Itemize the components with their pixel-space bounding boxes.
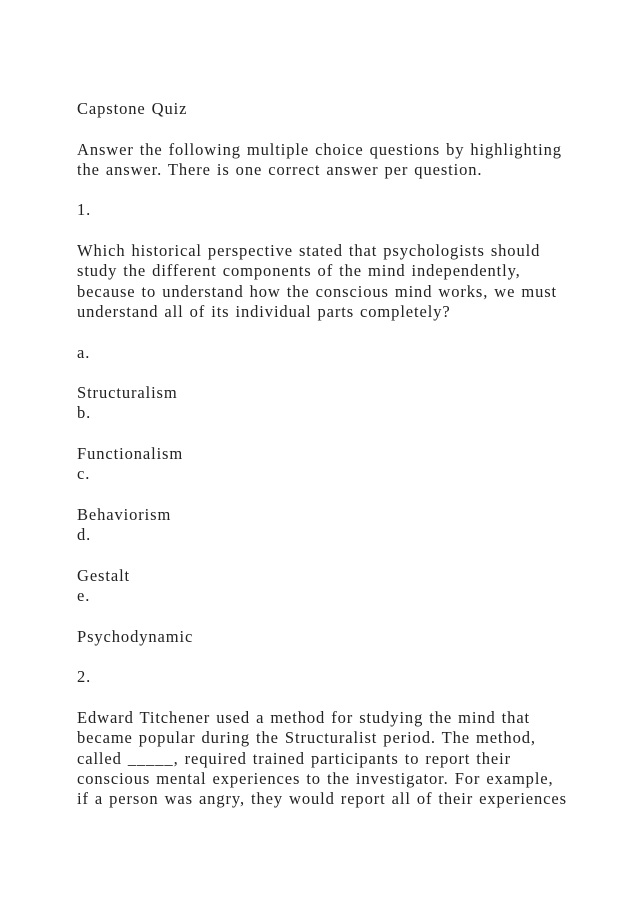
option-letter: c.: [77, 464, 91, 484]
option-letter: e.: [77, 586, 91, 606]
document-body: [77, 99, 577, 809]
question-text: Edward Titchener used a method for studying the mind that became popular during the Structuralist period. The method, called _____, required trained participants to report their conscious mental experiences to the investigator. For example, if a person was angry, they would report all of their experiences: [77, 707, 567, 809]
option-answer[interactable]: Functionalism: [77, 444, 184, 464]
option-answer[interactable]: Structuralism: [77, 383, 178, 403]
question-text: Which historical perspective stated that psychologists should study the different components of the mind independently, because to understand how the conscious mind works, we must understand all of its individual parts completely?: [77, 241, 558, 321]
instructions-text: Answer the following multiple choice questions by highlighting the answer. There is one correct answer per question.: [77, 139, 562, 179]
question-number: 2.: [77, 667, 92, 687]
document-title: Capstone Quiz: [77, 99, 188, 118]
option-answer[interactable]: Behaviorism: [77, 504, 172, 524]
option-letter: d.: [77, 525, 92, 545]
question-number: 1.: [77, 200, 92, 220]
option-answer[interactable]: Psychodynamic: [77, 626, 194, 646]
option-letter: b.: [77, 403, 92, 423]
option-answer[interactable]: Gestalt: [77, 565, 131, 585]
option-letter: a.: [77, 342, 91, 362]
